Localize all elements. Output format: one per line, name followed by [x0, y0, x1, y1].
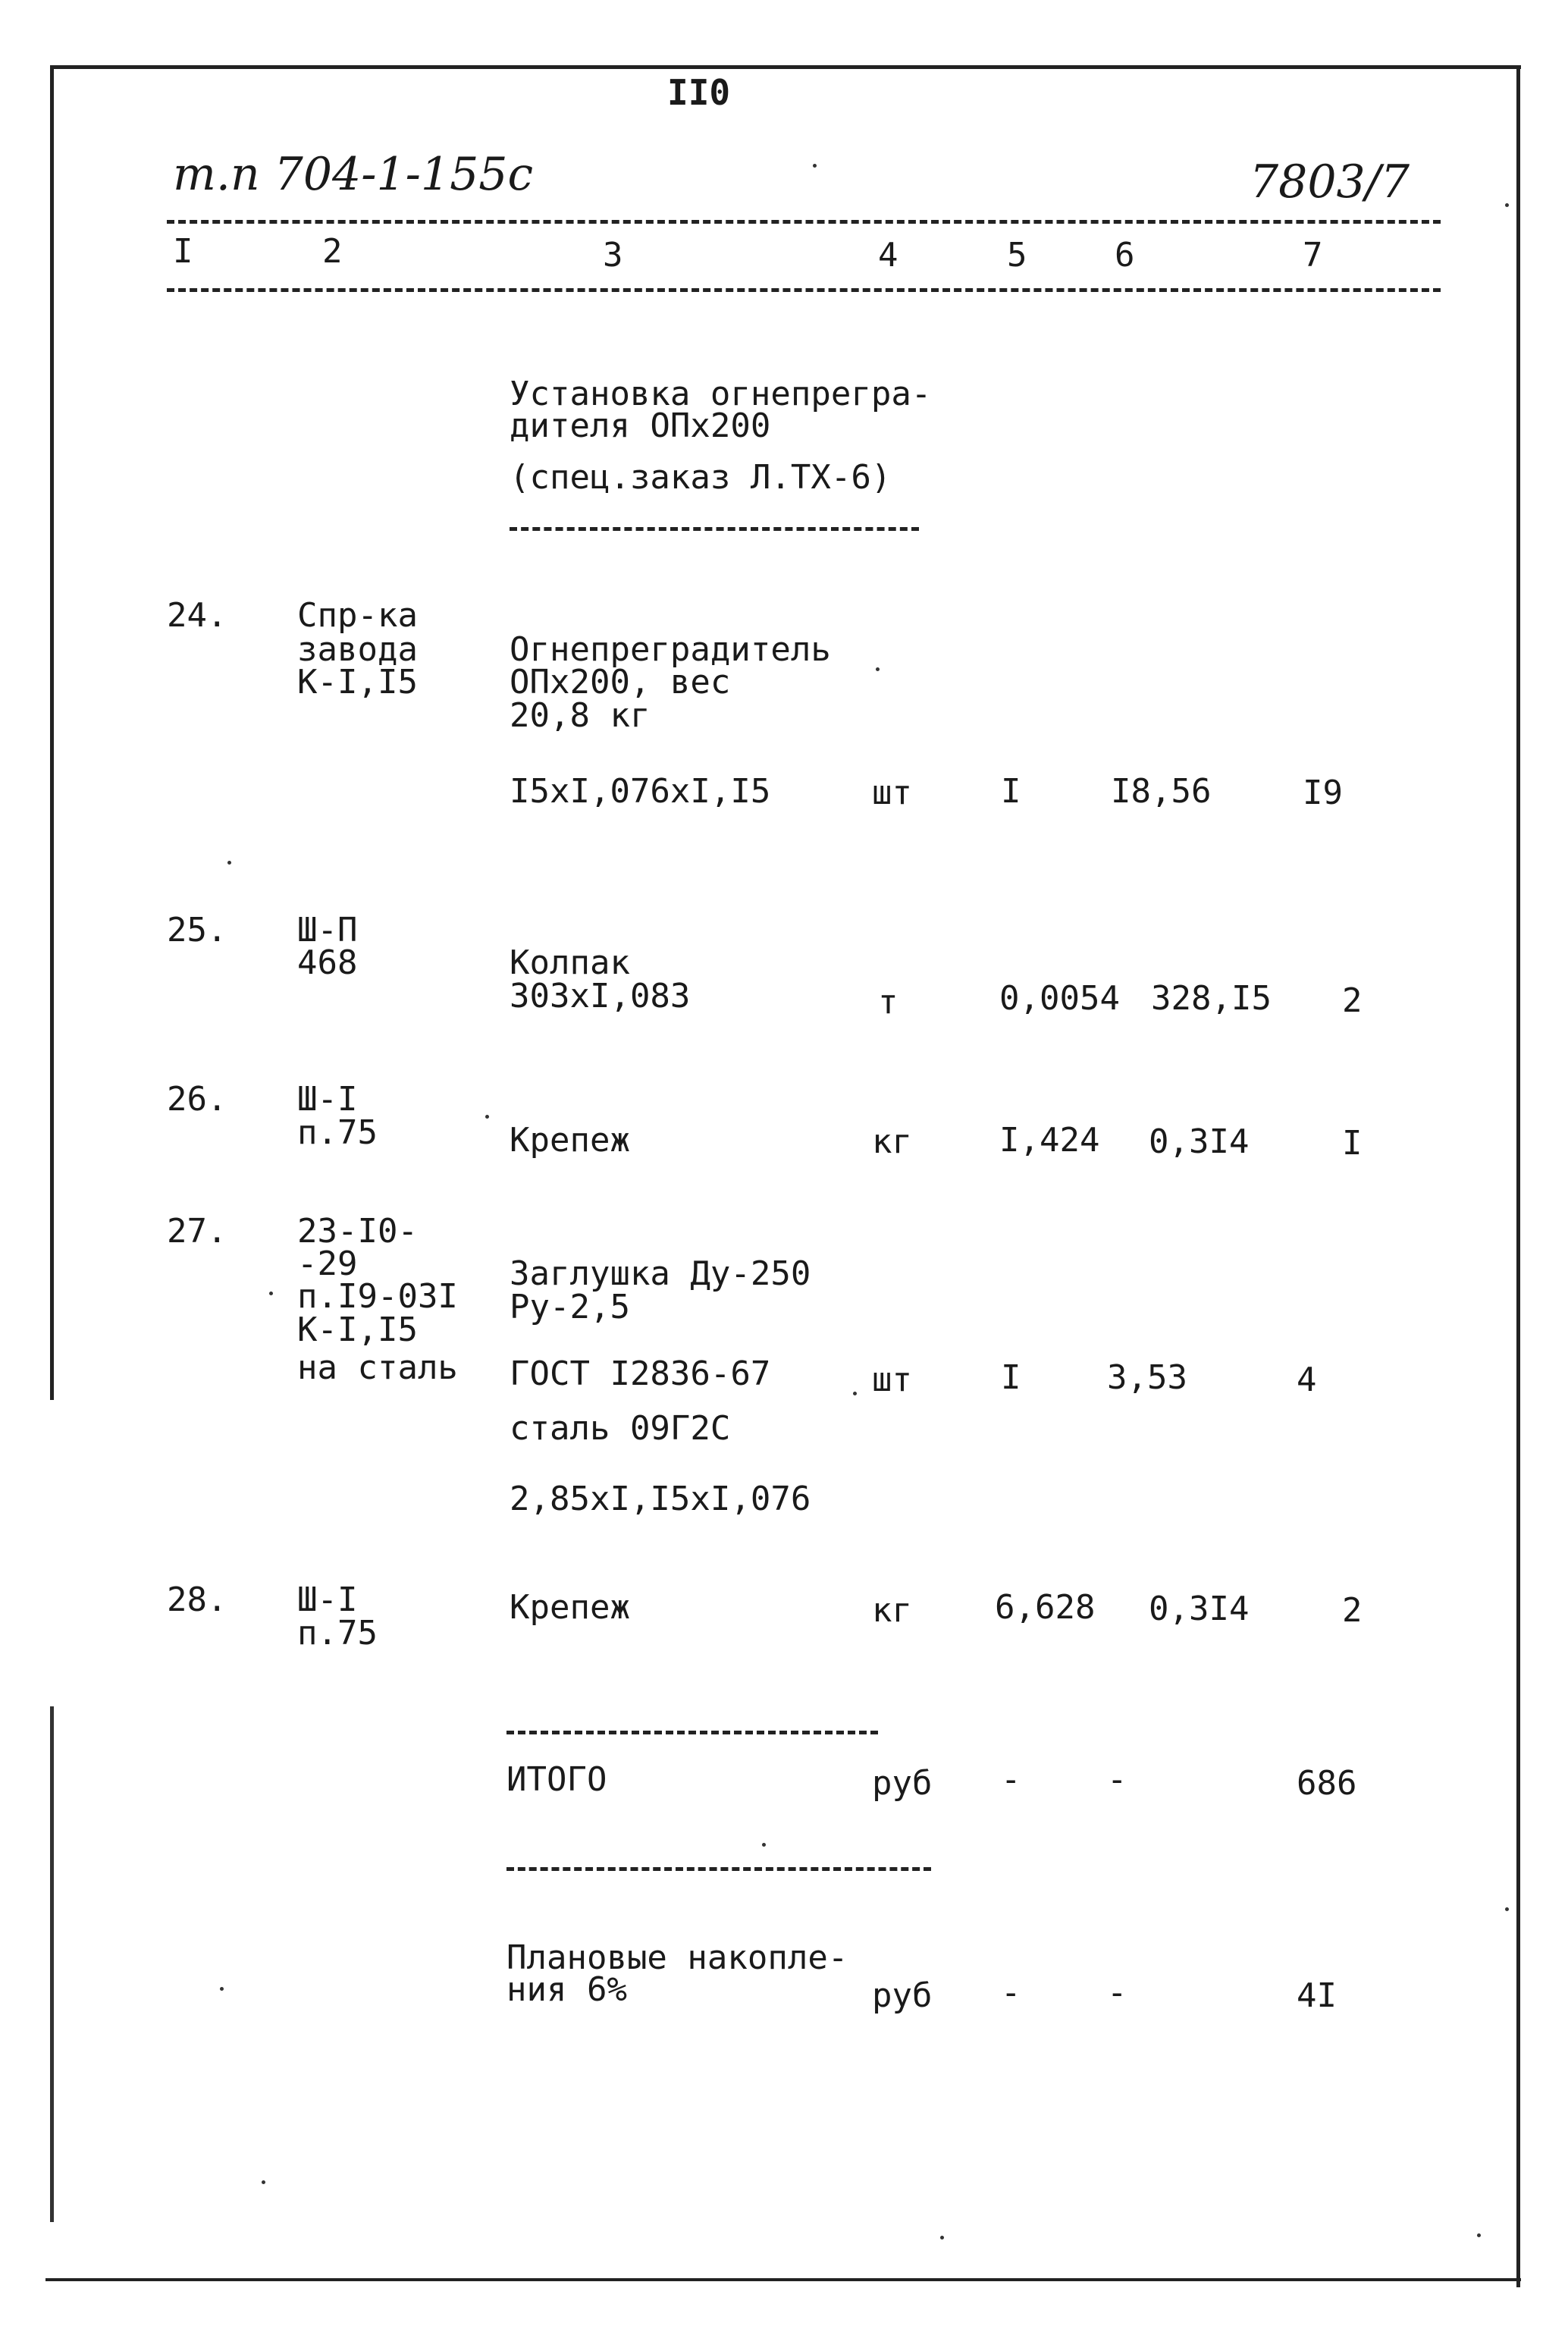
frame-bottom-line: [45, 2278, 1521, 2281]
row-number: 26.: [167, 1080, 227, 1119]
itogo-dashed-line: [506, 1731, 878, 1734]
row-ref: Ш-I: [297, 1580, 358, 1619]
row-description: Крепеж: [510, 1121, 630, 1160]
row-quantity: 0,0054: [999, 979, 1120, 1018]
section-title-line-2: дителя ОПх200: [510, 406, 771, 445]
row-ref: Ш-П: [297, 911, 358, 949]
total-quantity: -: [1001, 1760, 1021, 1799]
row-total: 2: [1342, 981, 1363, 1020]
row-unit: кг: [872, 1122, 912, 1161]
scan-speck: [262, 2180, 265, 2184]
row-ref: Спр-ка: [297, 596, 418, 635]
row-price: 0,3I4: [1149, 1590, 1250, 1628]
handwritten-doc-code: т.п 704-1-155с: [173, 148, 534, 201]
row-price: 0,3I4: [1149, 1122, 1250, 1161]
row-unit: шт: [872, 1361, 912, 1399]
plan-dashed-line: [506, 1867, 931, 1871]
scan-speck: [762, 1843, 766, 1847]
row-description: Огнепреградитель: [510, 630, 831, 669]
row-description: Колпак: [510, 943, 630, 982]
column-header-4: 4: [878, 236, 898, 275]
section-dashed-line: [510, 527, 919, 531]
plan-price: -: [1107, 1973, 1127, 2012]
scan-speck: [1505, 203, 1509, 207]
scan-speck: [227, 861, 231, 865]
row-description: Крепеж: [510, 1588, 630, 1627]
row-quantity: I: [1001, 1358, 1021, 1397]
scan-speck: [876, 667, 880, 671]
row-ref: К-I,I5: [297, 1310, 418, 1349]
row-quantity: I,424: [999, 1121, 1100, 1160]
column-header-3: 3: [603, 236, 623, 275]
column-header-5: 5: [1007, 236, 1027, 275]
column-header-1: I: [173, 232, 193, 271]
row-description: ОПх200, вес: [510, 663, 731, 702]
row-description: ГОСТ I2836-67: [510, 1354, 771, 1393]
row-quantity: 6,628: [995, 1588, 1096, 1627]
scan-speck: [1505, 1907, 1509, 1911]
row-ref: К-I,I5: [297, 663, 418, 702]
row-description: Ру-2,5: [510, 1288, 630, 1326]
column-header-7: 7: [1303, 236, 1323, 275]
handwritten-doc-number: 7803/7: [1250, 155, 1410, 209]
row-total: I9: [1303, 774, 1343, 812]
plan-label: ния 6%: [506, 1970, 627, 2009]
plan-quantity: -: [1001, 1973, 1021, 2012]
row-ref: п.I9-03I: [297, 1277, 458, 1316]
row-ref: п.75: [297, 1614, 378, 1653]
plan-unit: руб: [872, 1976, 933, 2015]
row-ref: 23-I0-: [297, 1212, 418, 1251]
row-unit: т: [878, 983, 898, 1022]
scan-speck: [1477, 2233, 1481, 2237]
row-total: I: [1342, 1124, 1363, 1163]
row-unit: шт: [872, 774, 912, 812]
scan-speck: [813, 164, 817, 168]
scan-speck: [940, 2236, 944, 2240]
header-dashed-line-top: [167, 220, 1441, 224]
scan-speck: [220, 1987, 224, 1991]
scan-speck: [269, 1292, 273, 1295]
section-title-line-3: (спец.заказ Л.ТХ-6): [510, 458, 892, 497]
row-ref: -29: [297, 1245, 358, 1283]
row-ref: 468: [297, 943, 358, 982]
header-dashed-line-bottom: [167, 288, 1441, 292]
page-number: II0: [667, 72, 731, 113]
row-description: Заглушка Ду-250: [510, 1254, 811, 1293]
row-price: 3,53: [1107, 1358, 1187, 1397]
row-price: I8,56: [1111, 772, 1212, 811]
frame-left-line-lower: [50, 1706, 54, 2222]
row-number: 24.: [167, 596, 227, 635]
row-number: 25.: [167, 911, 227, 949]
total-unit: руб: [872, 1764, 933, 1803]
scan-speck: [485, 1115, 489, 1119]
column-header-2: 2: [322, 232, 343, 271]
frame-top-line: [50, 65, 1521, 69]
plan-label: Плановые накопле-: [506, 1938, 848, 1977]
row-description: 303хI,083: [510, 977, 691, 1015]
scan-speck: [853, 1392, 857, 1395]
row-description: сталь 09Г2С: [510, 1409, 731, 1448]
frame-left-line: [50, 65, 54, 1400]
row-total: 4: [1297, 1361, 1317, 1399]
total-price: -: [1107, 1760, 1127, 1799]
row-formula: 2,85хI,I5хI,076: [510, 1480, 811, 1518]
column-header-6: 6: [1115, 236, 1135, 275]
row-number: 28.: [167, 1580, 227, 1619]
total-label: ИТОГО: [506, 1760, 607, 1799]
row-ref: Ш-I: [297, 1080, 358, 1119]
row-unit: кг: [872, 1591, 912, 1630]
row-quantity: I: [1001, 772, 1021, 811]
row-number: 27.: [167, 1212, 227, 1251]
row-price: 328,I5: [1151, 979, 1272, 1018]
row-ref: п.75: [297, 1113, 378, 1152]
plan-total: 4I: [1297, 1976, 1337, 2015]
row-description: 20,8 кг: [510, 696, 651, 735]
row-formula: I5хI,076хI,I5: [510, 772, 771, 811]
row-ref: на сталь: [297, 1348, 458, 1387]
row-total: 2: [1342, 1591, 1363, 1630]
frame-right-line: [1516, 65, 1520, 2287]
section-title-line-1: Установка огнепрегра-: [510, 375, 932, 413]
total-value: 686: [1297, 1764, 1357, 1803]
row-ref: завода: [297, 630, 418, 669]
